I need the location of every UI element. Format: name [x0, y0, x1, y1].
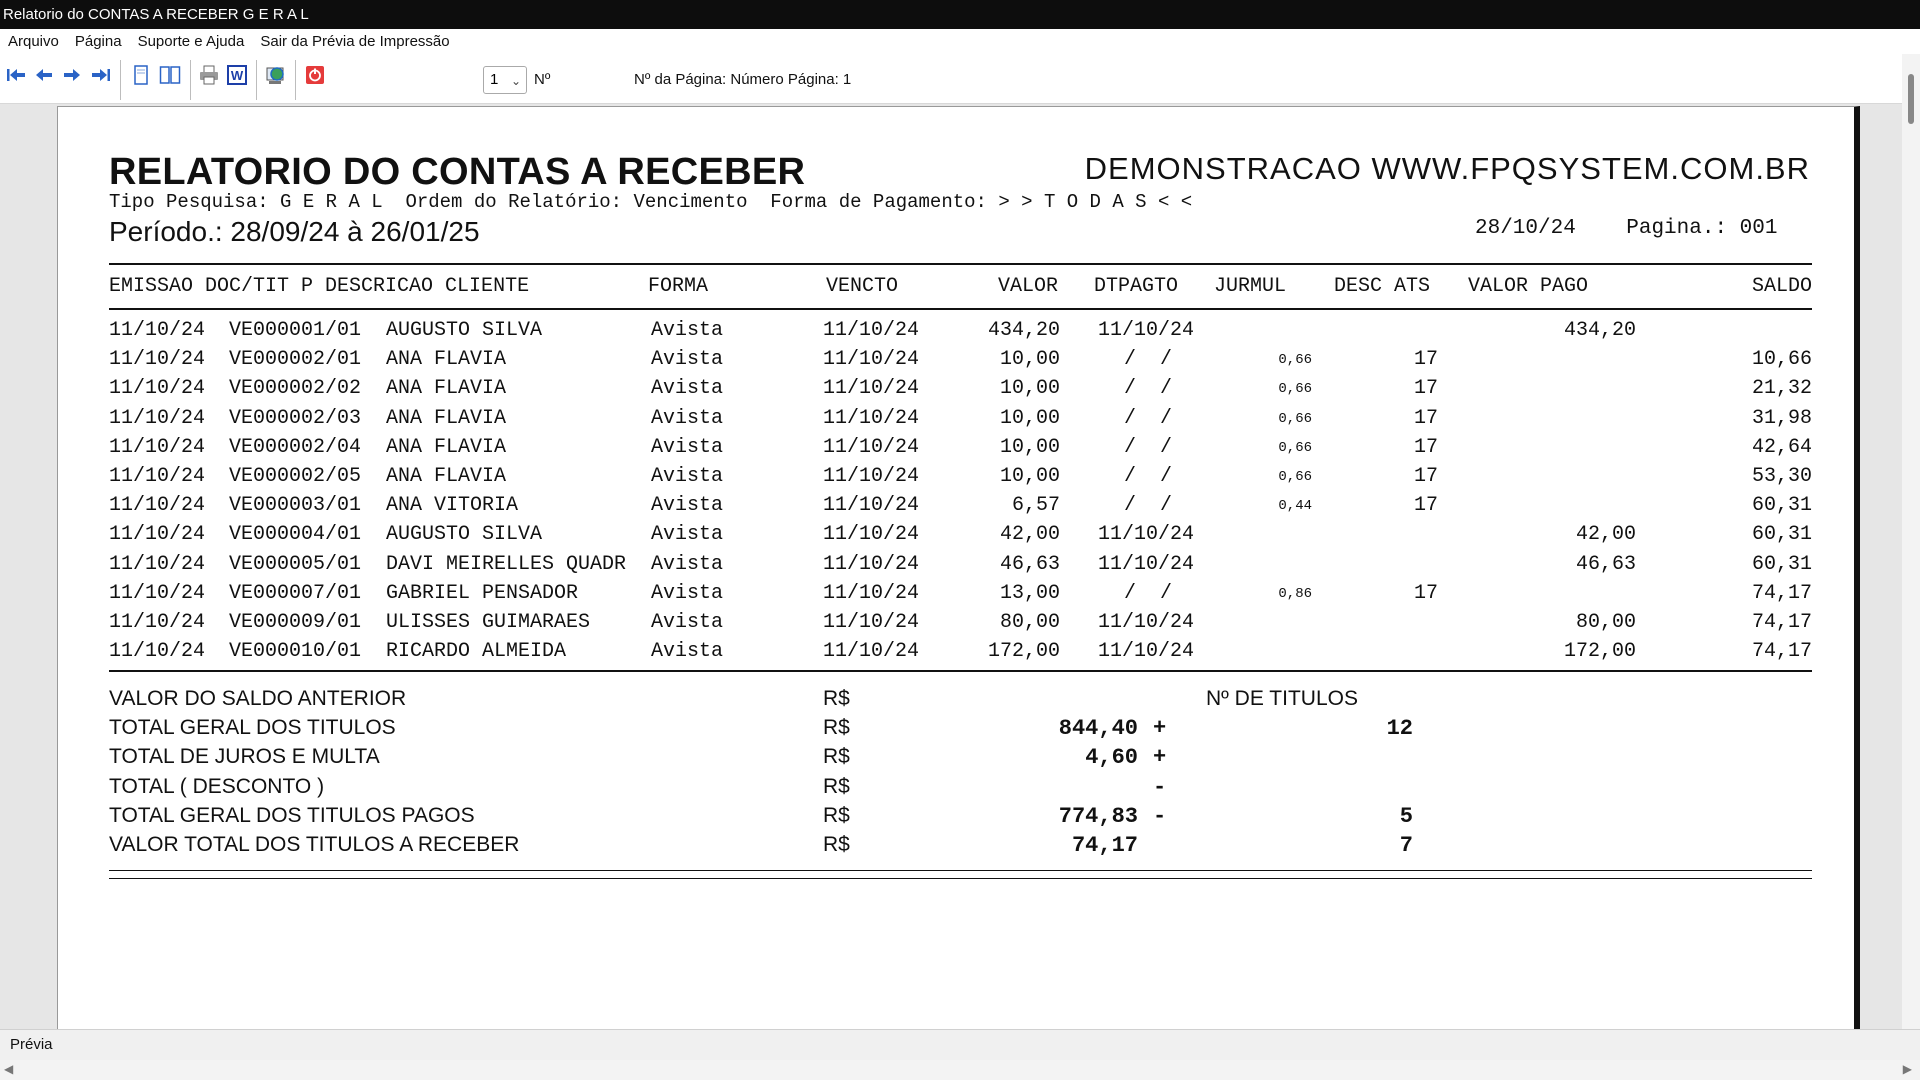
cell-vencto: 11/10/24	[823, 494, 920, 518]
cell-jurmul: 0,66	[1278, 410, 1312, 427]
report-date	[1475, 217, 1777, 240]
cell-doc: VE000005/01	[229, 552, 362, 576]
cell-saldo: 74,17	[1751, 640, 1812, 664]
cell-emissao: 11/10/24	[109, 640, 206, 664]
summary-value: 4,60	[1085, 745, 1138, 771]
last-page-icon	[90, 64, 112, 86]
cell-jurmul: 0,66	[1278, 439, 1312, 456]
cell-ats: 17	[1413, 494, 1438, 518]
cell-valor: 10,00	[999, 465, 1060, 488]
cell-valor-pago: 434,20	[1563, 319, 1636, 342]
cell-vencto: 11/10/24	[823, 640, 920, 664]
cell-cliente: ANA FLAVIA	[386, 465, 507, 488]
cell-vencto: 11/10/24	[823, 435, 920, 459]
cell-forma: Avista	[651, 523, 724, 547]
cell-forma: Avista	[651, 581, 724, 605]
summary-count: 12	[1386, 716, 1413, 742]
window-title: Relatorio do CONTAS A RECEBER G E R A L	[0, 0, 1920, 29]
summary-value: 844,40	[1058, 716, 1138, 742]
next-page-button[interactable]	[59, 62, 85, 88]
cell-doc: VE000004/01	[229, 523, 362, 547]
cell-saldo: 60,31	[1751, 523, 1812, 547]
cell-emissao: 11/10/24	[109, 611, 206, 634]
menu-suporte[interactable]: Suporte e Ajuda	[137, 33, 245, 50]
summary-value: 774,83	[1058, 803, 1138, 829]
summary-label: VALOR TOTAL DOS TITULOS A RECEBER	[109, 833, 520, 856]
cell-emissao: 11/10/24	[109, 552, 206, 576]
cell-doc: VE000003/01	[229, 494, 362, 518]
cell-cliente: ANA VITORIA	[386, 494, 519, 518]
cell-valor: 80,00	[999, 611, 1060, 634]
cell-valor: 172,00	[987, 640, 1060, 664]
col-emissao-doc: EMISSAO DOC/TIT P DESCRICAO CLIENTE	[109, 275, 530, 298]
cell-ats: 17	[1413, 406, 1438, 430]
summary-currency: R$	[823, 833, 850, 856]
cell-saldo: 60,31	[1751, 494, 1812, 518]
cell-jurmul: 0,66	[1278, 352, 1312, 369]
cell-forma: Avista	[651, 465, 724, 488]
cell-emissao: 11/10/24	[109, 435, 206, 459]
cell-emissao: 11/10/24	[109, 581, 206, 605]
summary-value: 74,17	[1071, 833, 1138, 858]
footer-rule-2	[109, 878, 1812, 879]
cell-jurmul: 0,86	[1278, 585, 1312, 602]
prev-page-button[interactable]	[31, 62, 57, 88]
footer-rule-1	[109, 870, 1812, 871]
cell-ats: 17	[1413, 435, 1438, 459]
summary-sign: +	[1153, 745, 1167, 771]
report-title: RELATORIO DO CONTAS A RECEBER	[109, 151, 806, 193]
print-button[interactable]	[196, 62, 222, 88]
col-valor-pago: VALOR PAGO	[1468, 275, 1589, 298]
cell-ats: 17	[1413, 465, 1438, 488]
cell-vencto: 11/10/24	[823, 611, 920, 634]
word-export-button[interactable]	[224, 62, 250, 88]
summary-sign: +	[1153, 716, 1167, 742]
cell-cliente: ANA FLAVIA	[386, 348, 507, 372]
cell-valor: 10,00	[999, 377, 1060, 401]
cell-doc: VE000007/01	[229, 581, 362, 605]
cell-vencto: 11/10/24	[823, 319, 920, 342]
cell-dtpagto: 11/10/24	[1098, 319, 1195, 342]
cell-dtpagto: / /	[1124, 465, 1173, 488]
cell-jurmul: 0,44	[1278, 498, 1312, 515]
cell-jurmul: 0,66	[1278, 381, 1312, 398]
cell-emissao: 11/10/24	[109, 523, 206, 547]
single-page-button[interactable]	[128, 62, 154, 88]
cell-dtpagto: 11/10/24	[1098, 523, 1195, 547]
cell-vencto: 11/10/24	[823, 552, 920, 576]
summary-label: VALOR DO SALDO ANTERIOR	[109, 687, 407, 710]
ntitulos-label: Nº DE TITULOS	[1206, 687, 1358, 710]
chevron-down-icon: ⌄	[510, 74, 521, 88]
cell-dtpagto: / /	[1124, 494, 1173, 518]
cell-forma: Avista	[651, 377, 724, 401]
cell-forma: Avista	[651, 494, 724, 518]
two-pages-icon	[159, 64, 181, 86]
cell-saldo: 10,66	[1751, 348, 1812, 372]
vertical-scrollbar[interactable]	[1902, 54, 1920, 1029]
cell-saldo: 53,30	[1751, 465, 1812, 488]
cell-cliente: DAVI MEIRELLES QUADR	[386, 552, 627, 576]
page-number-select[interactable]	[483, 66, 527, 94]
cell-cliente: ANA FLAVIA	[386, 406, 507, 430]
page-number-label: Nº	[534, 71, 551, 88]
horizontal-scrollbar[interactable]	[0, 1060, 1920, 1080]
cell-doc: VE000002/04	[229, 435, 362, 459]
scroll-left-icon[interactable]: ◀	[4, 1062, 14, 1076]
next-page-icon	[61, 64, 83, 86]
toolbar-separator	[120, 60, 121, 100]
summary-count: 7	[1399, 833, 1413, 858]
cell-forma: Avista	[651, 406, 724, 430]
cell-dtpagto: / /	[1124, 406, 1173, 430]
summary-label: TOTAL GERAL DOS TITULOS PAGOS	[109, 803, 475, 827]
svg-text:W: W	[230, 68, 244, 83]
cell-valor: 13,00	[999, 581, 1060, 605]
col-vencto: VENCTO	[826, 275, 899, 298]
cell-valor: 10,00	[999, 435, 1060, 459]
cell-vencto: 11/10/24	[823, 348, 920, 372]
cell-valor: 10,00	[999, 406, 1060, 430]
preview-viewport	[0, 104, 1902, 1029]
cell-ats: 17	[1413, 581, 1438, 605]
cell-valor-pago: 46,63	[1575, 552, 1636, 576]
report-demo-banner: DEMONSTRACAO WWW.FPQSYSTEM.COM.BR	[1084, 151, 1810, 186]
col-dtpagto: DTPAGTO	[1094, 275, 1179, 298]
summary-sign: -	[1153, 803, 1167, 829]
col-saldo: SALDO	[1751, 275, 1812, 298]
cell-valor: 434,20	[987, 319, 1060, 342]
summary-currency: R$	[823, 745, 850, 769]
cell-ats: 17	[1413, 377, 1438, 401]
status-bar: Prévia	[0, 1029, 1920, 1060]
single-page-icon	[130, 64, 152, 86]
web-export-icon	[265, 64, 287, 86]
toolbar	[0, 54, 1902, 104]
cell-forma: Avista	[651, 348, 724, 372]
summary-currency: R$	[823, 716, 850, 740]
cell-vencto: 11/10/24	[823, 465, 920, 488]
cell-dtpagto: / /	[1124, 348, 1173, 372]
cell-cliente: RICARDO ALMEIDA	[386, 640, 567, 664]
cell-doc: VE000001/01	[229, 319, 362, 342]
menu-bar	[0, 29, 1920, 54]
summary-label: TOTAL GERAL DOS TITULOS	[109, 716, 396, 740]
prev-page-icon	[33, 64, 55, 86]
cell-cliente: AUGUSTO SILVA	[386, 523, 543, 547]
two-pages-button[interactable]	[157, 62, 183, 88]
cell-valor: 10,00	[999, 348, 1060, 372]
exit-icon	[304, 64, 326, 86]
summary-currency: R$	[823, 803, 850, 827]
header-rule-bottom	[109, 308, 1812, 310]
cell-vencto: 11/10/24	[823, 406, 920, 430]
cell-dtpagto: 11/10/24	[1098, 611, 1195, 634]
cell-saldo: 42,64	[1751, 435, 1812, 459]
toolbar-separator	[190, 60, 191, 100]
report-page-number: Pagina.: 001	[1626, 217, 1778, 240]
cell-doc: VE000002/05	[229, 465, 362, 488]
scroll-right-icon[interactable]: ▶	[1902, 1062, 1912, 1076]
cell-cliente: ANA FLAVIA	[386, 377, 507, 401]
cell-doc: VE000002/01	[229, 348, 362, 372]
cell-cliente: ANA FLAVIA	[386, 435, 507, 459]
cell-emissao: 11/10/24	[109, 319, 206, 342]
cell-saldo: 74,17	[1751, 581, 1812, 605]
summary-currency: R$	[823, 774, 850, 798]
cell-valor: 6,57	[1011, 494, 1060, 518]
cell-doc: VE000010/01	[229, 640, 362, 664]
cell-dtpagto: 11/10/24	[1098, 552, 1195, 576]
cell-doc: VE000002/03	[229, 406, 362, 430]
cell-jurmul: 0,66	[1278, 469, 1312, 485]
cell-dtpagto: 11/10/24	[1098, 640, 1195, 664]
cell-vencto: 11/10/24	[823, 581, 920, 605]
cell-emissao: 11/10/24	[109, 406, 206, 430]
last-page-button[interactable]	[88, 62, 114, 88]
report-periodo: Período.: 28/09/24 à 26/01/25	[109, 216, 480, 247]
header-rule-top	[109, 263, 1812, 265]
cell-valor-pago: 42,00	[1575, 523, 1636, 547]
cell-vencto: 11/10/24	[823, 377, 920, 401]
col-forma: FORMA	[648, 275, 709, 298]
cell-forma: Avista	[651, 552, 724, 576]
cell-cliente: ULISSES GUIMARAES	[386, 611, 591, 634]
cell-forma: Avista	[651, 640, 724, 664]
cell-dtpagto: / /	[1124, 377, 1173, 401]
report-page	[57, 106, 1860, 1029]
cell-valor-pago: 80,00	[1575, 611, 1636, 634]
summary-sign: -	[1153, 774, 1167, 800]
print-icon	[198, 64, 220, 86]
col-valor: VALOR	[997, 275, 1058, 298]
col-desc-ats: DESC ATS	[1334, 275, 1431, 298]
cell-valor: 46,63	[999, 552, 1060, 576]
cell-doc: VE000002/02	[229, 377, 362, 401]
toolbar-separator	[295, 60, 296, 100]
cell-cliente: GABRIEL PENSADOR	[386, 581, 579, 605]
cell-dtpagto: / /	[1124, 435, 1173, 459]
report-date-value: 28/10/24	[1475, 217, 1576, 240]
menu-pagina[interactable]: Página	[74, 33, 122, 50]
cell-emissao: 11/10/24	[109, 348, 206, 372]
cell-doc: VE000009/01	[229, 611, 362, 634]
cell-vencto: 11/10/24	[823, 523, 920, 547]
cell-valor: 42,00	[999, 523, 1060, 547]
cell-emissao: 11/10/24	[109, 465, 206, 488]
first-page-button[interactable]	[3, 62, 29, 88]
cell-forma: Avista	[651, 435, 724, 459]
word-export-icon	[226, 64, 248, 86]
toolbar-separator	[256, 60, 257, 100]
cell-emissao: 11/10/24	[109, 377, 206, 401]
cell-emissao: 11/10/24	[109, 494, 206, 518]
cell-saldo: 74,17	[1751, 611, 1812, 634]
page-number-value: 1	[490, 71, 499, 88]
cell-saldo: 31,98	[1751, 406, 1812, 430]
cell-ats: 17	[1413, 348, 1438, 372]
summary-label: TOTAL ( DESCONTO )	[109, 774, 325, 798]
summary-count: 5	[1399, 803, 1413, 829]
cell-forma: Avista	[651, 319, 724, 342]
summary-currency: R$	[823, 687, 850, 710]
report-subtitle: Tipo Pesquisa: G E R A L Ordem do Relatório: Vencimento Forma de Pagamento: > > T O D A S < <	[109, 191, 1193, 213]
cell-saldo: 60,31	[1751, 552, 1812, 576]
cell-forma: Avista	[651, 611, 724, 634]
menu-sair-previa[interactable]: Sair da Prévia de Impressão	[260, 33, 450, 50]
col-jurmul: JURMUL	[1214, 275, 1287, 298]
summary-label: TOTAL DE JUROS E MULTA	[109, 745, 380, 769]
cell-dtpagto: / /	[1124, 581, 1173, 605]
cell-valor-pago: 172,00	[1563, 640, 1636, 664]
cell-cliente: AUGUSTO SILVA	[386, 319, 543, 342]
body-rule-bottom	[109, 670, 1812, 672]
page-info: Nº da Página: Número Página: 1	[634, 71, 852, 88]
web-export-button[interactable]	[263, 62, 289, 88]
exit-button[interactable]	[302, 62, 328, 88]
menu-arquivo[interactable]: Arquivo	[8, 33, 59, 50]
vertical-scroll-thumb[interactable]	[1908, 74, 1914, 124]
cell-saldo: 21,32	[1751, 377, 1812, 401]
first-page-icon	[5, 64, 27, 86]
